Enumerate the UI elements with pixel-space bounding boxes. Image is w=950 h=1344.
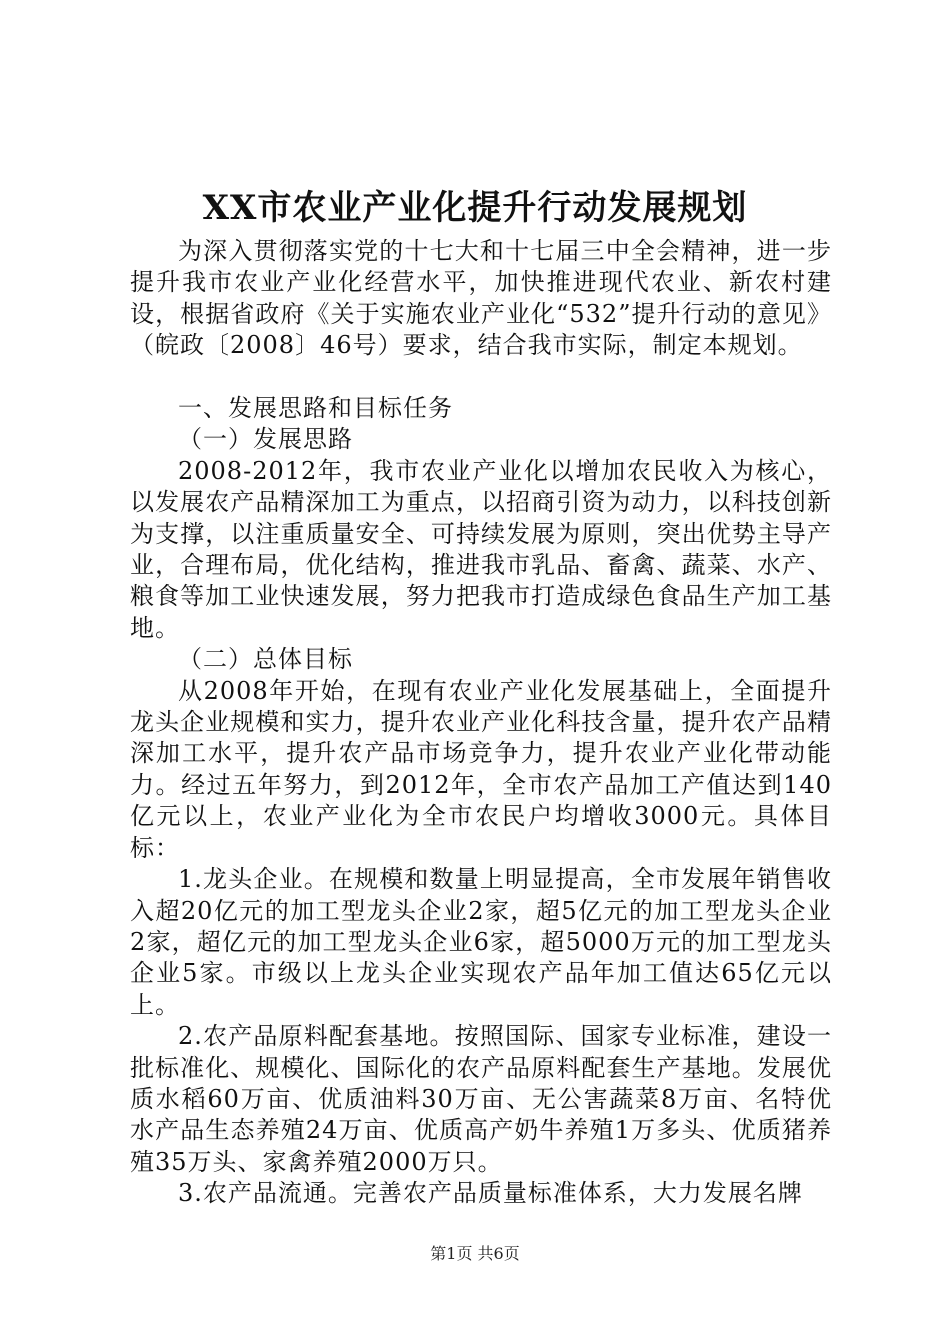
document-body [130,236,832,1210]
paragraph-gap [130,362,832,393]
goal-item-2: 2.农产品原料配套基地。按照国际、国家专业标准，建设一批标准化、规模化、国际化的农产品原料配套生产基地。发展优质水稻60万亩、优质油料30万亩、无公害蔬菜8万亩、名特优水产品生态养殖24万亩、优质高产奶牛养殖1万多头、优质猪养殖35万头、家禽养殖2000万只。 [130,1022,832,1176]
goal-item-3: 3.农产品流通。完善农产品质量标准体系，大力发展名牌 [178,1179,803,1208]
development-idea-paragraph: 2008-2012年，我市农业产业化以增加农民收入为核心，以发展农产品精深加工为重点，以招商引资为动力，以科技创新为支撑，以注重质量安全、可持续发展为原则，突出优势主导产业，合理布局，优化结构，推进我市乳品、畜禽、蔬菜、水产、粮食等加工业快速发展，努力把我市打造成绿色食品生产加工基地。 [130,456,832,642]
section-heading: 一、发展思路和目标任务 [178,394,453,423]
document-title: XX市农业产业化提升行动发展规划 [202,188,748,228]
page-footer: 第1页 共6页 [430,1244,520,1263]
overall-goal-paragraph: 从2008年开始，在现有农业产业化发展基础上，全面提升龙头企业规模和实力，提升农业产业化科技含量，提升农产品精深加工水平，提升农产品市场竞争力，提升农业产业化带动能力。经过五年努力，到2012年，全市农产品加工产值达到140亿元以上，农业产业化为全市农民户均增收3000元。具体目标： [130,676,832,862]
subsection-heading-1: （一）发展思路 [178,425,353,454]
intro-paragraph: 为深入贯彻落实党的十七大和十七届三中全会精神，进一步提升我市农业产业化经营水平，加快推进现代农业、新农村建设，根据省政府《关于实施农业产业化“532”提升行动的意见》（皖政〔2008〕46号）要求，结合我市实际，制定本规划。 [130,237,832,360]
goal-item-1: 1.龙头企业。在规模和数量上明显提高，全市发展年销售收入超20亿元的加工型龙头企业2家，超5亿元的加工型龙头企业2家，超亿元的加工型龙头企业6家，超5000万元的加工型龙头企业5家。市级以上龙头企业实现农产品年加工值达65亿元以上。 [130,865,832,1019]
subsection-heading-2: （二）总体目标 [178,645,353,674]
